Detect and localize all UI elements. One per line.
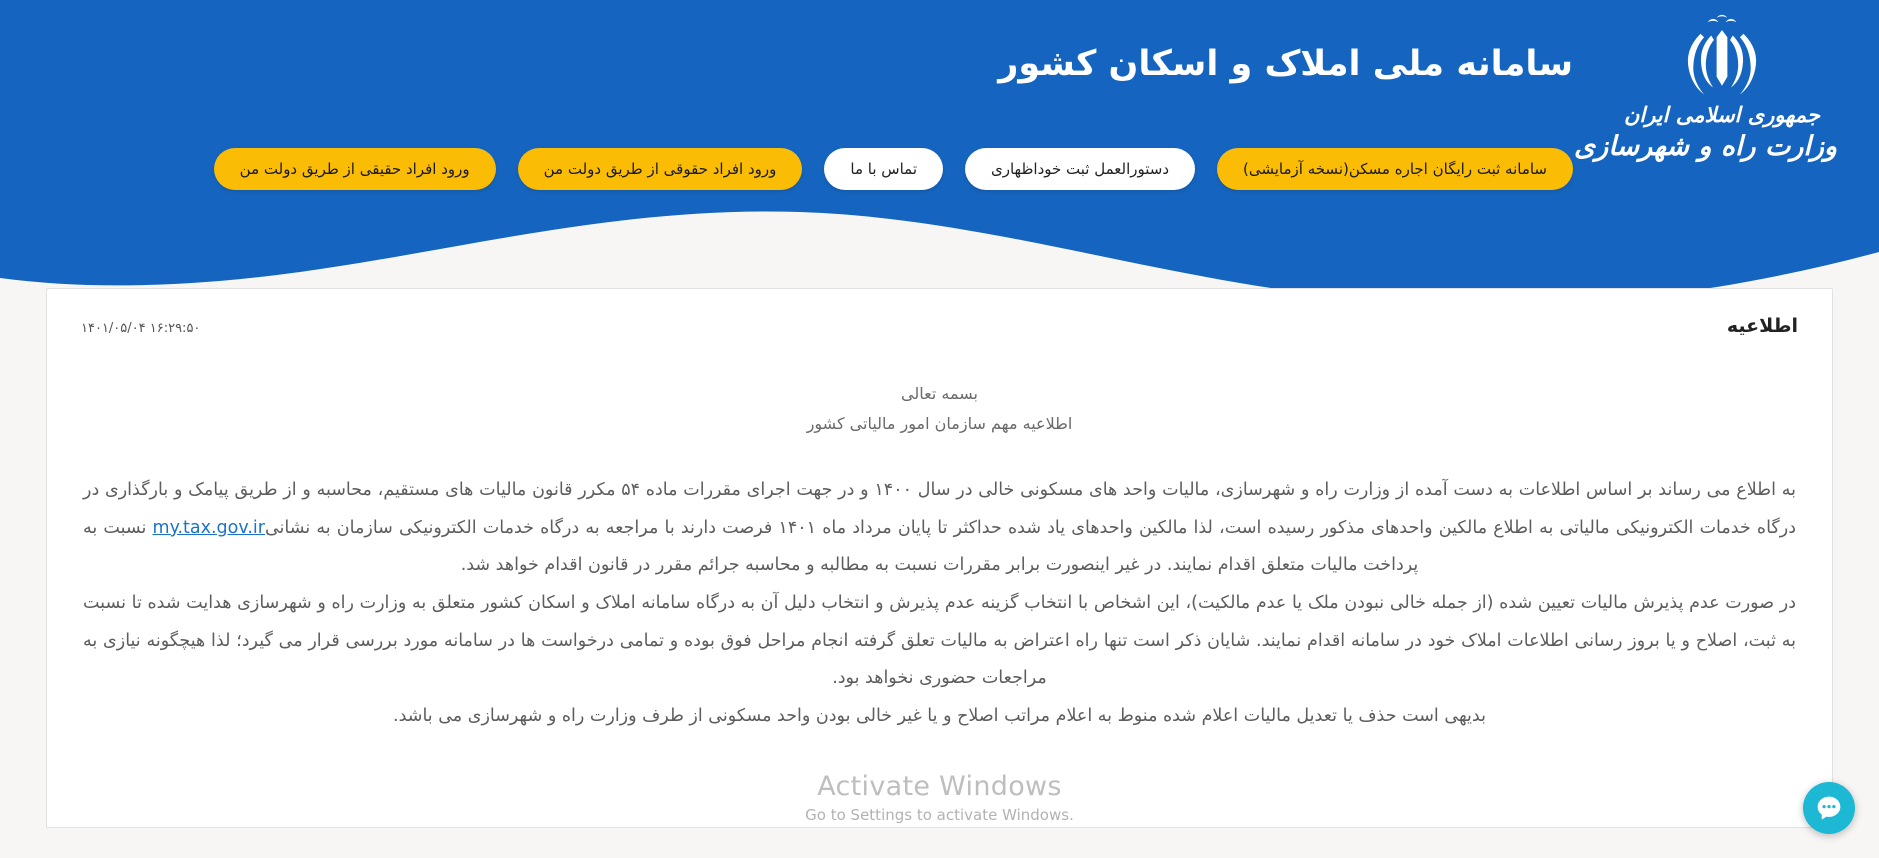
notice-card: [46, 288, 1833, 828]
notice-paragraph-1-text-b: نسبت به پرداخت مالیات متعلق اقدام نمایند. در غیر اینصورت برابر مقررات نسبت به مطالبه و محاسبه جرائم مقرر در قانون اقدام خواهد شد.: [83, 517, 1419, 576]
main-content: [0, 288, 1879, 828]
site-header: [0, 0, 1879, 300]
logo-ministry-name: وزارت راه و شهرسازی: [1574, 131, 1837, 162]
notice-subtitle: اطلاعیه مهم سازمان امور مالیاتی کشور: [806, 413, 1073, 433]
notice-paragraph-1-text-a: به اطلاع می رساند بر اساس اطلاعات به دست آمده از وزارت راه و شهرسازی، مالیات واحد های مسکونی خالی در سال ۱۴۰۰ و در جهت اجرای مقررات ماده ۵۴ مکرر قانون مالیات های مستقیم، محاسبه و از طریق پیامک و بارگذاری در درگاه خدمات الکترونیکی مالیاتی به اطلاع مالکین واحدهای مذکور رسیده است، لذا مالکین واحدهای یاد شده حداکثر تا پایان مرداد ماه ۱۴۰۱ فرصت دارند با مراجعه به درگاه خدمات الکترونیکی سازمان به نشانی: [83, 480, 1796, 538]
logo-country-name: جمهوری اسلامی ایران: [1623, 102, 1821, 127]
nav-button-individual-login[interactable]: ورود افراد حقیقی از طریق دولت من: [214, 148, 496, 190]
notice-title: اطلاعیه: [1726, 315, 1798, 337]
chat-widget-button[interactable]: [1803, 782, 1855, 834]
header-nav: [200, 148, 1573, 190]
chat-bubble-icon: [1815, 794, 1843, 822]
notice-header: [77, 315, 1802, 359]
notice-intro: [77, 379, 1802, 438]
notice-body: [77, 379, 1802, 736]
nav-button-self-declaration-guide[interactable]: دستورالعمل ثبت خوداظهاری: [965, 148, 1195, 190]
watermark-title: Activate Windows: [817, 771, 1062, 803]
nav-button-rent-registration[interactable]: سامانه ثبت رایگان اجاره مسکن(نسخه آزمایشی): [1217, 148, 1573, 190]
notice-paragraph-1: [77, 472, 1802, 585]
nav-button-legal-entity-login[interactable]: ورود افراد حقوقی از طریق دولت من: [518, 148, 803, 190]
watermark-subtitle: Go to Settings to activate Windows.: [805, 806, 1074, 824]
notice-paragraph-3: بدیهی است حذف یا تعدیل مالیات اعلام شده منوط به اعلام مراتب اصلاح و یا غیر خالی بودن واحد مسکونی از طرف وزارت راه و شهرسازی می باشد.: [393, 705, 1486, 726]
notice-besmeh-taali: بسمه تعالی: [901, 384, 978, 403]
site-title: سامانه ملی املاک و اسکان کشور: [998, 44, 1573, 84]
nav-button-contact-us[interactable]: تماس با ما: [824, 148, 943, 190]
ministry-logo: [1574, 14, 1837, 162]
tax-portal-link[interactable]: my.tax.gov.ir: [152, 517, 265, 538]
header-content: [0, 0, 1879, 260]
notice-paragraph-2: در صورت عدم پذیرش مالیات تعیین شده (از جمله خالی نبودن ملک یا عدم مالکیت)، این اشخاص با انتخاب گزینه عدم پذیرش و انتخاب دلیل آن به درگاه سامانه املاک و اسکان کشور متعلق به وزارت راه و شهرسازی هدایت شده تا نسبت به ثبت، اصلاح و یا بروز رسانی اطلاعات املاک خود در سامانه اقدام نمایند. شایان ذکر است تنها راه اعتراض به مالیات تعلق گرفته انجام مراحل فوق بوده و تمامی درخواست ها در سامانه مورد بررسی قرار می گیرد؛ لذا هیچگونه نیازی به مراجعات حضوری نخواهد بود.: [83, 593, 1796, 689]
iran-emblem-icon: [1676, 14, 1768, 100]
notice-timestamp: ۱۴۰۱/۰۵/۰۴ ۱۶:۲۹:۵۰: [81, 321, 201, 336]
